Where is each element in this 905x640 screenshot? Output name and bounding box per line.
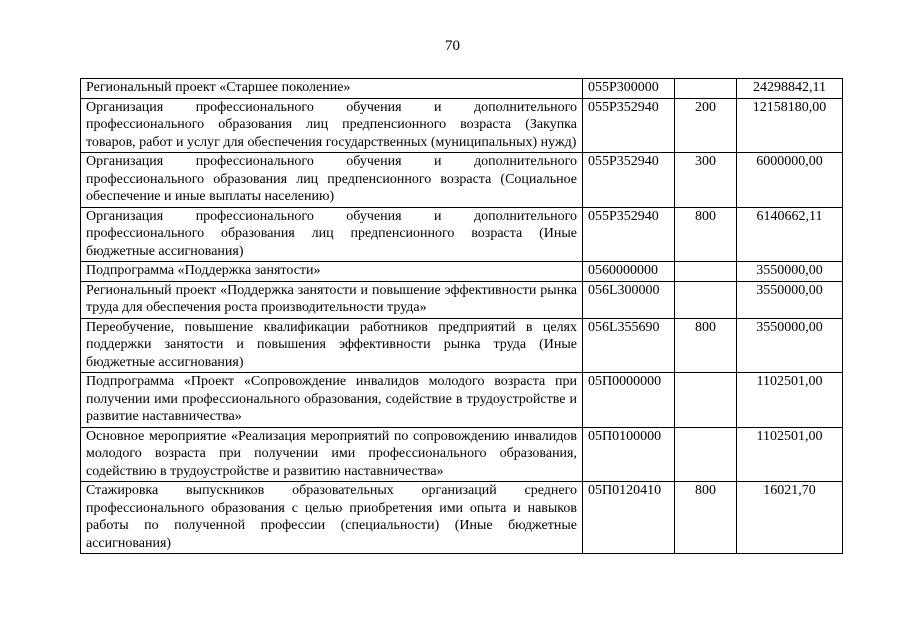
- row-name-cell: Организация профессионального обучения и дополнительного профессионального образования лиц предпенсионного возраста (Социальное обеспечение и иные выплаты населению): [81, 153, 583, 208]
- row-code-cell: 056L300000: [583, 281, 675, 318]
- row-type-cell: [675, 373, 737, 428]
- table-row: [81, 318, 843, 373]
- row-sum-cell: 1102501,00: [737, 373, 843, 428]
- table-row: [81, 281, 843, 318]
- row-sum-cell: 12158180,00: [737, 98, 843, 153]
- row-type-cell: [675, 427, 737, 482]
- row-name-cell: Подпрограмма «Проект «Сопровождение инвалидов молодого возраста при получении ими профессионального образования, содействие в трудоустройстве и развитие наставничества»: [81, 373, 583, 428]
- row-code-cell: 056L355690: [583, 318, 675, 373]
- row-sum-cell: 1102501,00: [737, 427, 843, 482]
- row-code-cell: 05П0120410: [583, 482, 675, 554]
- row-code-cell: 05П0000000: [583, 373, 675, 428]
- table-row: [81, 373, 843, 428]
- row-sum-cell: 16021,70: [737, 482, 843, 554]
- table-row: [81, 427, 843, 482]
- row-name-cell: Основное мероприятие «Реализация мероприятий по сопровождению инвалидов молодого возраста при получении ими профессионального образования, содействию в трудоустройстве и развитию наставничества»: [81, 427, 583, 482]
- row-sum-cell: 3550000,00: [737, 318, 843, 373]
- row-sum-cell: 3550000,00: [737, 262, 843, 282]
- table-row: [81, 482, 843, 554]
- row-code-cell: 055P352940: [583, 98, 675, 153]
- table-row: [81, 98, 843, 153]
- row-name-cell: Переобучение, повышение квалификации работников предприятий в целях поддержки занятости и повышения эффективности рынка труда (Иные бюджетные ассигнования): [81, 318, 583, 373]
- row-type-cell: 800: [675, 318, 737, 373]
- table-row: [81, 79, 843, 99]
- row-type-cell: 300: [675, 153, 737, 208]
- row-sum-cell: 6000000,00: [737, 153, 843, 208]
- row-sum-cell: 24298842,11: [737, 79, 843, 99]
- row-sum-cell: 3550000,00: [737, 281, 843, 318]
- row-code-cell: 0560000000: [583, 262, 675, 282]
- table-row: [81, 153, 843, 208]
- row-name-cell: Стажировка выпускников образовательных организаций среднего профессионального образования с целью приобретения ими опыта и навыков работы по полученной профессии (специальности) (Иные бюджетные ассигнования): [81, 482, 583, 554]
- row-type-cell: [675, 281, 737, 318]
- row-name-cell: Региональный проект «Поддержка занятости и повышение эффективности рынка труда для обеспечения роста производительности труда»: [81, 281, 583, 318]
- row-code-cell: 05П0100000: [583, 427, 675, 482]
- row-name-cell: Подпрограмма «Поддержка занятости»: [81, 262, 583, 282]
- row-type-cell: 800: [675, 207, 737, 262]
- row-type-cell: 800: [675, 482, 737, 554]
- row-code-cell: 055P300000: [583, 79, 675, 99]
- table-row: [81, 262, 843, 282]
- table-row: [81, 207, 843, 262]
- row-type-cell: [675, 262, 737, 282]
- row-name-cell: Региональный проект «Старшее поколение»: [81, 79, 583, 99]
- row-code-cell: 055P352940: [583, 153, 675, 208]
- page-number: 70: [445, 38, 460, 54]
- budget-table: [80, 78, 843, 554]
- row-name-cell: Организация профессионального обучения и дополнительного профессионального образования лиц предпенсионного возраста (Иные бюджетные ассигнования): [81, 207, 583, 262]
- row-code-cell: 055P352940: [583, 207, 675, 262]
- row-name-cell: Организация профессионального обучения и дополнительного профессионального образования лиц предпенсионного возраста (Закупка товаров, работ и услуг для обеспечения государственных (муниципальных) нужд): [81, 98, 583, 153]
- row-type-cell: 200: [675, 98, 737, 153]
- row-type-cell: [675, 79, 737, 99]
- row-sum-cell: 6140662,11: [737, 207, 843, 262]
